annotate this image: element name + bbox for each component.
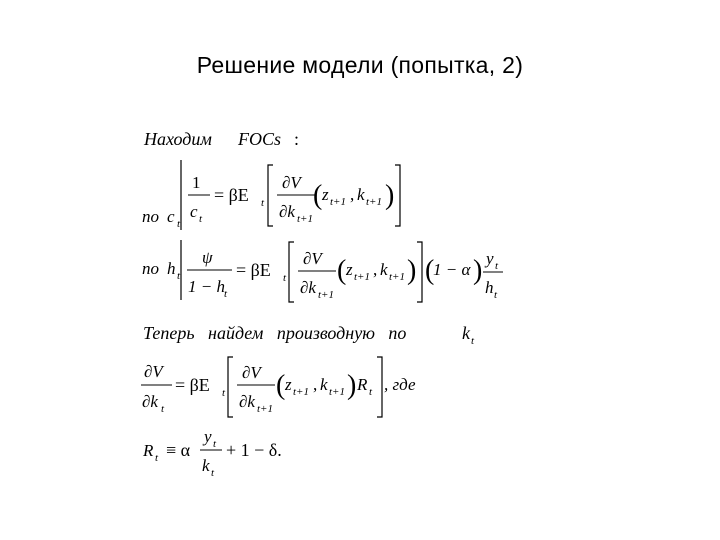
eq1-arg-z-sub: t+1 [330, 196, 346, 208]
eq2-dk: ∂k [300, 278, 316, 297]
eq3-lhs-den: ∂k [142, 392, 158, 411]
eq3-dk: ∂k [239, 392, 255, 411]
intro-word: Находим [144, 129, 212, 149]
eq3-arg-z: z [285, 375, 292, 394]
eq3-arg-k: k [320, 375, 328, 394]
eq3-left-bracket [228, 357, 233, 417]
eq3-R-sub: t [369, 386, 373, 398]
derivative-intro-var-sub: t [471, 335, 475, 347]
eq1-var-sub: t [177, 218, 181, 230]
eq2-var-sub: t [177, 270, 181, 282]
eq1-left-bracket [268, 165, 273, 226]
eq2-open-paren: ( [337, 255, 347, 286]
eq4-frac-den-sub: t [211, 467, 215, 479]
eq4-R-sub: t [155, 452, 159, 464]
eq3-arg-k-sub: t+1 [329, 386, 345, 398]
eq2-var: h [167, 259, 176, 278]
eq3-rhs-sub: t [222, 387, 226, 399]
eq1-right-bracket [395, 165, 400, 226]
equation-R-definition [142, 427, 282, 479]
equation-foc-c [142, 160, 400, 230]
eq1-var: c [167, 207, 175, 226]
eq1-open-paren: ( [313, 180, 323, 211]
equation-foc-h [142, 240, 503, 302]
eq4-R: R [143, 441, 154, 460]
eq4-frac-num-sub: t [213, 438, 217, 450]
eq1-arg-k-sub: t+1 [366, 196, 382, 208]
eq1-dV: ∂V [282, 173, 301, 192]
eq2-frac-den-sub: t [494, 289, 498, 301]
eq2-frac-num-sub: t [495, 260, 499, 272]
eq4-tail: + 1 − δ. [226, 440, 282, 460]
derivative-intro-line [143, 323, 475, 347]
eq3-close-paren: ) [347, 370, 357, 401]
intro-focs: FOCs [238, 129, 282, 149]
eq1-dk: ∂k [279, 202, 295, 221]
eq2-arg-k: k [380, 260, 388, 279]
eq2-arg-comma: , [373, 260, 378, 279]
eq2-factor-close-paren: ) [473, 255, 483, 286]
eq3-arg-z-sub: t+1 [293, 386, 309, 398]
eq1-lhs-den-sub: t [199, 213, 203, 225]
eq2-lhs-num: ψ [202, 248, 213, 267]
slide-title: Решение модели (попытка, 2) [196, 52, 524, 78]
eq2-close-paren: ) [407, 255, 417, 286]
eq3-right-bracket [377, 357, 382, 417]
eq2-arg-k-sub: t+1 [389, 271, 405, 283]
eq1-lhs-num: 1 [192, 173, 201, 192]
intro-line [143, 129, 299, 149]
eq2-dV: ∂V [303, 249, 322, 268]
eq2-rhs-sub: t [283, 272, 287, 284]
eq3-open-paren: ( [276, 370, 286, 401]
intro-colon: : [294, 129, 300, 149]
eq2-left-bracket [289, 242, 294, 302]
eq1-close-paren: ) [385, 180, 395, 211]
eq3-arg-comma: , [313, 375, 318, 394]
eq3-where: , где [384, 375, 416, 394]
eq2-dk-sub: t+1 [318, 289, 334, 301]
eq3-dk-sub: t+1 [257, 403, 273, 415]
eq3-rhs-beta-e: = βE [175, 375, 210, 395]
eq1-arg-k: k [357, 185, 365, 204]
derivative-intro-text: Теперь найдем производную по [143, 323, 407, 343]
eq1-rhs-beta-e: = βE [214, 185, 249, 205]
equation-envelope [141, 357, 416, 417]
eq4-frac-num: y [204, 427, 212, 446]
derivative-intro-var: k [462, 323, 470, 343]
eq3-lhs-num: ∂V [144, 362, 163, 381]
eq3-dV: ∂V [242, 363, 261, 382]
eq2-rhs-beta-e: = βE [236, 260, 271, 280]
eq1-dk-sub: t+1 [297, 213, 313, 225]
eq2-factor: 1 − α [433, 260, 471, 279]
eq2-arg-z: z [346, 260, 353, 279]
eq2-by-word: по [142, 259, 159, 278]
eq1-lhs-den: c [190, 202, 198, 221]
eq1-by-word: по [142, 207, 159, 226]
eq2-right-bracket [417, 242, 422, 302]
eq1-arg-comma: , [350, 185, 355, 204]
eq3-R: R [357, 375, 368, 394]
eq2-arg-z-sub: t+1 [354, 271, 370, 283]
eq2-frac-num: y [486, 249, 494, 268]
eq1-rhs-sub: t [261, 197, 265, 209]
eq2-frac-den: h [485, 278, 494, 297]
eq4-frac-den: k [202, 456, 210, 475]
eq2-factor-open-paren: ( [425, 255, 435, 286]
eq1-arg-z: z [322, 185, 329, 204]
eq3-lhs-den-sub: t [161, 403, 165, 415]
eq2-lhs-den-sub: t [224, 288, 228, 300]
eq2-lhs-den: 1 − h [188, 277, 225, 296]
eq4-equiv-alpha: ≡ α [166, 440, 191, 460]
